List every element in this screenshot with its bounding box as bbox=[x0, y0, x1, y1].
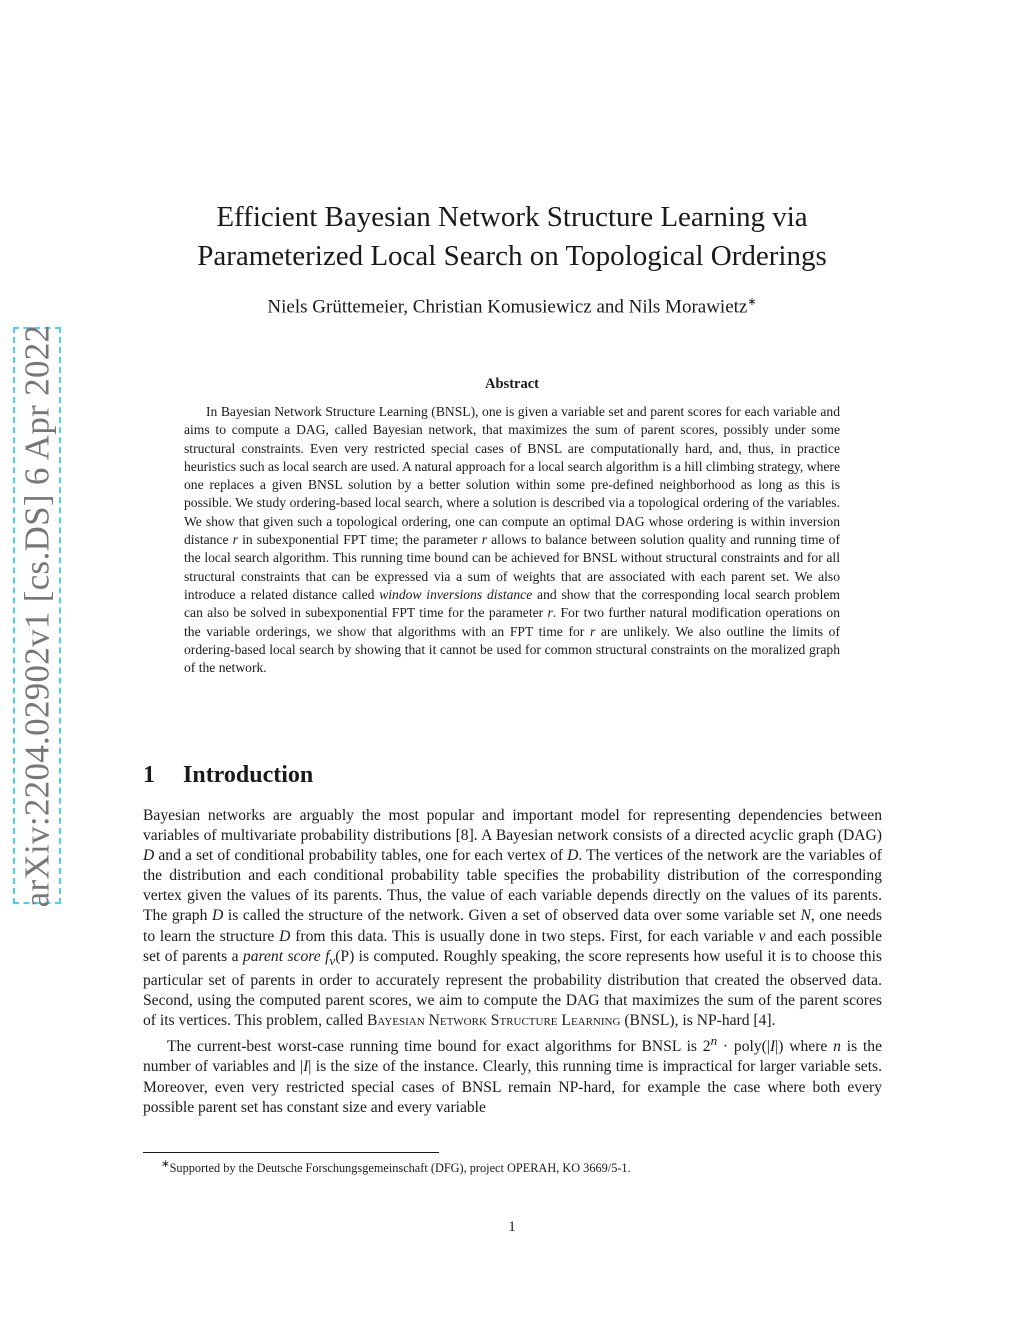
text-run: , one needs to learn the structure bbox=[143, 907, 882, 945]
paragraph bbox=[143, 806, 882, 1031]
text-run: is computed. Roughly speaking, the score represents how useful it is to choose this particular set of parents in order to accurately represent the probability distribution that created the observed data. Second, using the computed parent scores, we aim to compute the DAG that maximizes the sum of the parent scores of its vertices. This problem, called bbox=[143, 947, 883, 1030]
abstract-text: in subexponential FPT time; the parameter bbox=[237, 532, 482, 548]
paragraph bbox=[143, 1031, 882, 1118]
footnote-mark: ∗ bbox=[161, 1159, 170, 1170]
abstract-text: . For two further natural modification operations on the variable orderings, we show that algorithms with an FPT time for bbox=[184, 605, 840, 639]
paper-title bbox=[0, 198, 1024, 276]
math-exponent: n bbox=[710, 1033, 718, 1049]
abstract-text: and show that the corresponding local search problem can also be solved in subexponential FPT time for the parameter bbox=[184, 586, 840, 621]
math-r: r bbox=[589, 623, 596, 639]
math-r: r bbox=[481, 532, 488, 548]
text-run: and a set of conditional probability tables, one for each vertex of bbox=[154, 847, 568, 865]
math-arg: (P) bbox=[335, 947, 355, 965]
math-var: f bbox=[325, 947, 330, 965]
text-run: Bayesian networks are arguably the most popular and important model for representing dependencies between variables of multivariate probability distributions [8]. A Bayesian network consists of a directed acyclic graph (DAG) bbox=[143, 807, 882, 845]
text-run: | is the size of the instance. Clearly, this running time is impractical for larger variable sets. Moreover, even very restricted special cases of BNSL remain NP-hard, for example the case where both every possible parent set has constant size and every variable bbox=[143, 1058, 882, 1116]
text-run: is the number of variables and | bbox=[143, 1038, 882, 1076]
math-var: n bbox=[833, 1038, 841, 1056]
text-run: · poly(| bbox=[717, 1038, 770, 1056]
math-var: D bbox=[567, 847, 579, 865]
emphasized-term: window inversions distance bbox=[379, 586, 533, 602]
math-var: D bbox=[212, 907, 224, 925]
text-run: The current-best worst-case running time bound for exact algorithms for BNSL is 2 bbox=[167, 1038, 711, 1056]
math-var: N bbox=[800, 907, 811, 925]
footnote bbox=[143, 1158, 882, 1176]
arxiv-identifier-text: arXiv:2204.02902v1 [cs.DS] 6 Apr 2022 bbox=[17, 324, 57, 907]
math-r: r bbox=[547, 605, 553, 621]
footnote-text: Supported by the Deutsche Forschungsgemeinschaft (DFG), project OPERAH, KO 3669/5-1. bbox=[169, 1161, 631, 1176]
text-run: from this data. This is usually done in two steps. First, for each variable bbox=[290, 927, 759, 945]
math-r: r bbox=[232, 532, 238, 548]
author-footnote-mark: ∗ bbox=[747, 296, 757, 308]
abstract-text: allows to balance between solution quality and running time of the local search algorithm. This running time bound can be achieved for BNSL without structural constraints and for all structural constraints that can be expressed via a sum of weights that are associated with each parent set. We also introduce a related distance called bbox=[184, 532, 840, 602]
math-subscript: v bbox=[329, 952, 336, 968]
emphasized-term: parent score bbox=[242, 947, 321, 965]
text-run: (BNSL), is NP-hard [4]. bbox=[620, 1012, 776, 1030]
text-run: . The vertices of the network are the variables of the distribution and each conditional probability table specifies the probability distribution of the corresponding vertex given the values of its parents. Thus, the value of each variable depends directly on the values of its parents. The graph bbox=[143, 847, 883, 925]
footnote-divider bbox=[143, 1152, 439, 1153]
math-var: I bbox=[303, 1058, 309, 1076]
section-title: Introduction bbox=[183, 762, 314, 788]
text-run: |) where bbox=[775, 1038, 834, 1056]
abstract-body bbox=[184, 403, 840, 677]
text-run: and each possible set of parents a bbox=[143, 927, 882, 965]
math-var: D bbox=[279, 927, 291, 945]
problem-name: Bayesian Network Structure Learning bbox=[367, 1012, 621, 1030]
text-run: is called the structure of the network. Given a set of observed data over some variable set bbox=[223, 907, 801, 925]
introduction-body bbox=[143, 806, 882, 1118]
abstract-text: are unlikely. We also outline the limits of ordering-based local search by showing that it cannot be used for common structural constraints on the moralized graph of the network. bbox=[184, 623, 841, 676]
section-number: 1 bbox=[143, 762, 155, 788]
title-line-2: Parameterized Local Search on Topological Orderings bbox=[197, 240, 827, 272]
title-line-1: Efficient Bayesian Network Structure Learning via bbox=[216, 201, 808, 233]
abstract-text: In Bayesian Network Structure Learning (BNSL), one is given a variable set and parent scores for each variable and aims to compute a DAG, called Bayesian network, that maximizes the sum of parent scores, possibly under some structural constraints. Even very restricted special cases of BNSL are computationally hard, and, thus, in practice heuristics such as local search are used. A natural approach for a local search algorithm is a hill climbing strategy, where one replaces a given BNSL solution by a better solution within some pre-defined neighborhood as long as this is possible. We study ordering-based local search, where a solution is described via a topological ordering of the variables. We show that given such a topological ordering, one can compute an optimal DAG whose ordering is within inversion distance bbox=[184, 404, 840, 548]
math-var: v bbox=[758, 927, 766, 945]
section-heading bbox=[143, 762, 313, 789]
author-list bbox=[0, 295, 1024, 318]
arxiv-identifier-stamp bbox=[13, 324, 61, 907]
author-names: Niels Grüttemeier, Christian Komusiewicz and Nils Morawietz bbox=[267, 296, 748, 318]
abstract-heading: Abstract bbox=[485, 376, 539, 392]
math-var: I bbox=[769, 1038, 776, 1056]
math-var: D bbox=[143, 847, 155, 865]
page-number: 1 bbox=[508, 1219, 516, 1235]
